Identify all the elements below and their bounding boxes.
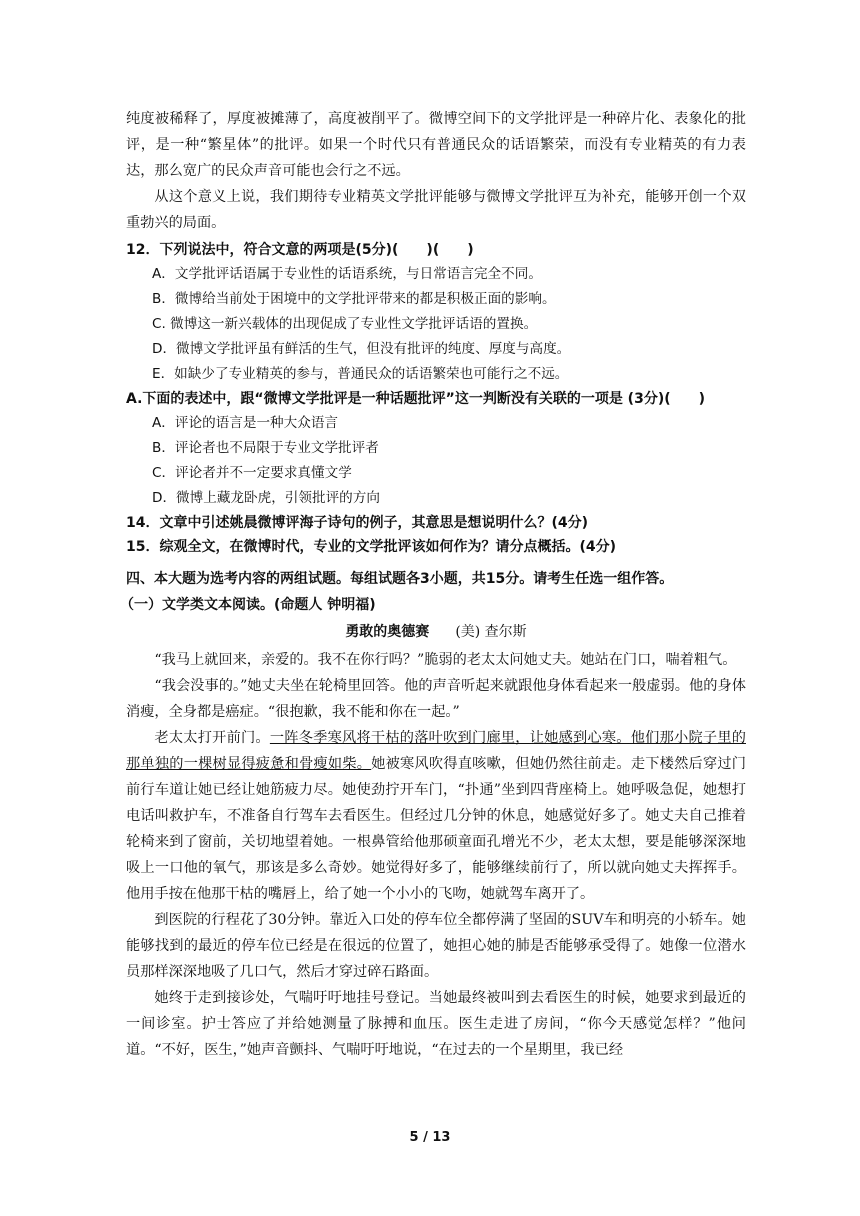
story-paragraph-5: 她终于走到接诊处，气喘吁吁地挂号登记。当她最终被叫到去看医生的时候，她要求到最近的一间诊室。护士答应了并给她测量了脉搏和血压。医生走进了房间，“你今天感觉怎样？”他问道。“不好，医生，”她声音颤抖、气喘吁吁地说，“在过去的一个星期里，我已经 <box>126 990 746 1058</box>
page-content <box>120 106 746 1063</box>
question-12-option-b: B．微博给当前处于困境中的文学批评带来的都是积极正面的影响。 <box>152 291 556 307</box>
story-body <box>126 647 746 1063</box>
question-13-option-b: B．评论者也不局限于专业文学批评者 <box>152 440 379 456</box>
story-author: (美) 查尔斯 <box>455 624 527 640</box>
question-15: 15．综观全文，在微博时代，专业的文学批评该如何作为？请分点概括。(4分) <box>126 539 617 555</box>
story-title-line <box>126 619 746 645</box>
question-13-option-a: A．评论的语言是一种大众语言 <box>152 415 339 431</box>
story-paragraph-3-lead: 老太太打开前门。 <box>154 730 270 746</box>
passage-paragraph-2: 从这个意义上说，我们期待专业精英文学批评能够与微博文学批评互为补充，能够开创一个双重勃兴的局面。 <box>126 189 746 231</box>
story-paragraph-2: “我会没事的。”她丈夫坐在轮椅里回答。他的声音听起来就跟他身体看起来一般虚弱。他的身体消瘦，全身都是癌症。“很抱歉，我不能和你在一起。” <box>126 678 746 720</box>
page-number: 5 / 13 <box>409 1130 451 1145</box>
section-4-subheading: （一）文学类文本阅读。(命题人 钟明福) <box>120 597 376 613</box>
story-paragraph-4: 到医院的行程花了30分钟。靠近入口处的停车位全都停满了坚固的SUV车和明亮的小轿车。她能够找到的最近的停车位已经是在很远的位置了，她担心她的肺是否能够承受得了。她像一位潜水员那样深深地吸了几口气，然后才穿过碎石路面。 <box>126 912 746 980</box>
question-13-option-c: C．评论者并不一定要求真懂文学 <box>152 465 352 481</box>
story-paragraph-3-underlined: 一阵冬季寒风将干枯的落叶吹到门廊里，让她感到心寒。他们那小院子里的那单独的一棵树显得疲惫和骨瘦如柴。 <box>126 730 746 772</box>
question-12-option-d: D．微博文学批评虽有鲜活的生气，但没有批评的纯度、厚度与高度。 <box>152 341 571 357</box>
question-13-option-d: D．微博上藏龙卧虎，引领批评的方向 <box>152 490 380 506</box>
question-14: 14．文章中引述姚晨微博评海子诗句的例子，其意思是想说明什么？(4分) <box>126 515 589 531</box>
section-4-heading: 四、本大题为选考内容的两组试题。每组试题各3小题，共15分。请考生任选一组作答。 <box>126 571 674 587</box>
question-12-option-a: A．文学批评话语属于专业性的话语系统，与日常语言完全不同。 <box>152 266 542 282</box>
story-title: 勇敢的奥德赛 <box>345 624 430 640</box>
story-paragraph-3-rest: 她被寒风吹得直咳嗽，但她仍然往前走。走下楼然后穿过门前行车道让她已经让她筋疲力尽。她使劲拧开车门，“扑通”坐到四背座椅上。她呼吸急促，她想打电话叫救护车，不准备自行驾车去看医生。但经过几分钟的休息，她感觉好多了。她丈夫自己推着轮椅来到了窗前，关切地望着她。一根鼻管给他那硕童面孔增光不少，老太太想，要是能够深深地吸上一口他的氧气，那该是多么奇妙。她觉得好多了，能够继续前行了，所以就向她丈夫挥挥手。他用手按在他那干枯的嘴唇上，给了她一个小小的飞吻，她就驾车离开了。 <box>126 756 746 902</box>
question-12-option-c: C. 微博这一新兴载体的出现促成了专业性文学批评话语的置换。 <box>152 316 538 332</box>
question-12-stem: 12．下列说法中，符合文意的两项是(5分)( )( ) <box>126 242 474 258</box>
question-13-stem: A.下面的表述中，跟“微博文学批评是一种话题批评”这一判断没有关联的一项是 (3分)( ) <box>126 391 706 407</box>
story-paragraph-3 <box>126 725 746 907</box>
passage-paragraph-1: 纯度被稀释了，厚度被摊薄了，高度被削平了。微博空间下的文学批评是一种碎片化、表象化的批评，是一种“繁星体”的批评。如果一个时代只有普通民众的话语繁荣，而没有专业精英的有力表达，那么宽广的民众声音可能也会行之不远。 <box>126 111 746 179</box>
story-paragraph-1: “我马上就回来，亲爱的。我不在你行吗？”脆弱的老太太问她丈夫。她站在门口，喘着粗气。 <box>154 652 737 668</box>
question-12-option-e: E．如缺少了专业精英的参与，普通民众的话语繁荣也可能行之不远。 <box>152 366 569 382</box>
